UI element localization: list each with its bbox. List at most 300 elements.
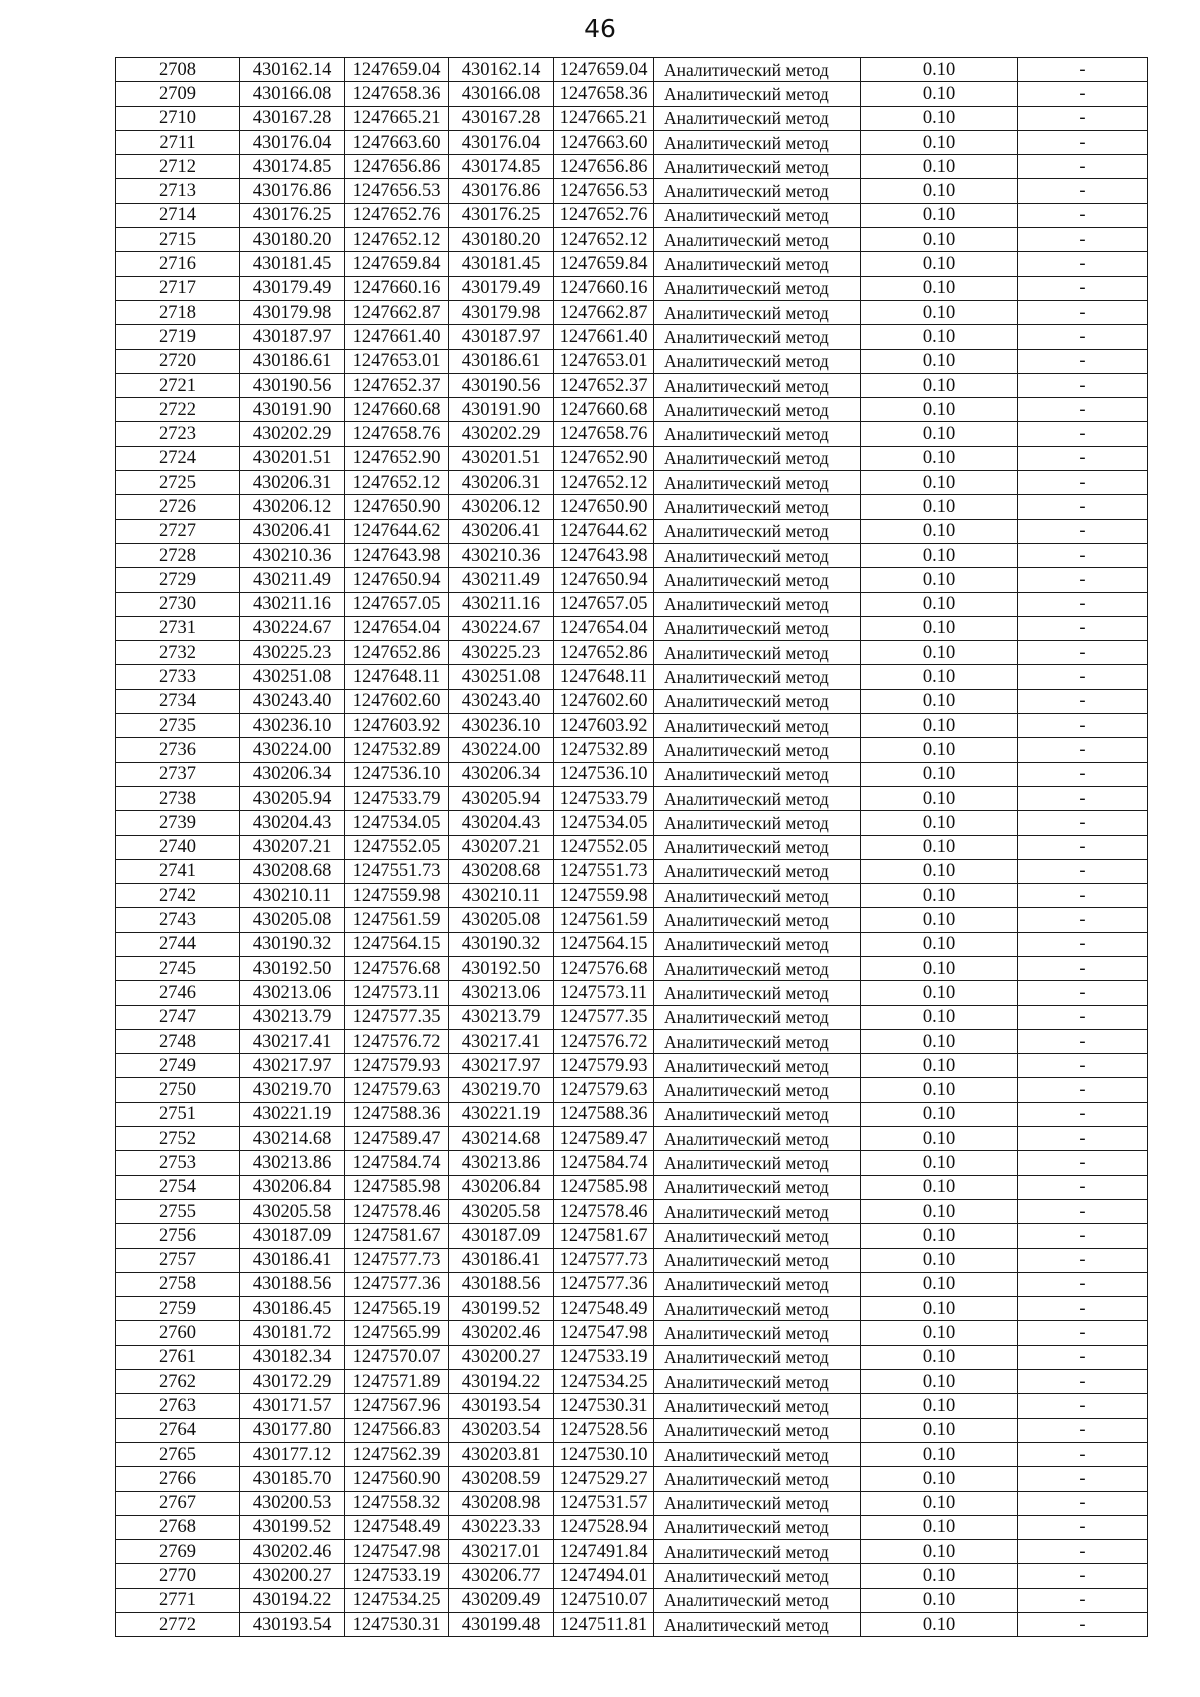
point-number-cell: 2739 (116, 811, 240, 835)
note-cell: - (1018, 835, 1148, 859)
x-new-cell: 430202.46 (449, 1321, 554, 1345)
note-cell: - (1018, 471, 1148, 495)
table-row (116, 130, 1148, 154)
point-number-cell: 2757 (116, 1248, 240, 1272)
x-old-cell: 430211.16 (240, 592, 345, 616)
point-number-cell: 2736 (116, 738, 240, 762)
x-new-cell: 430206.77 (449, 1564, 554, 1588)
x-old-cell: 430211.49 (240, 568, 345, 592)
point-number-cell: 2763 (116, 1394, 240, 1418)
point-number-cell: 2743 (116, 908, 240, 932)
table-row (116, 155, 1148, 179)
x-old-cell: 430207.21 (240, 835, 345, 859)
y-new-cell: 1247648.11 (554, 665, 654, 689)
table-row (116, 884, 1148, 908)
method-cell: Аналитический метод (654, 1297, 861, 1321)
x-old-cell: 430177.12 (240, 1442, 345, 1466)
x-new-cell: 430187.09 (449, 1224, 554, 1248)
accuracy-cell: 0.10 (861, 592, 1018, 616)
point-number-cell: 2718 (116, 300, 240, 324)
table-row (116, 811, 1148, 835)
table-row (116, 1394, 1148, 1418)
point-number-cell: 2715 (116, 228, 240, 252)
point-number-cell: 2770 (116, 1564, 240, 1588)
y-old-cell: 1247653.01 (345, 349, 449, 373)
method-cell: Аналитический метод (654, 1199, 861, 1223)
y-new-cell: 1247652.37 (554, 373, 654, 397)
accuracy-cell: 0.10 (861, 1199, 1018, 1223)
table-row (116, 300, 1148, 324)
y-old-cell: 1247533.79 (345, 786, 449, 810)
x-new-cell: 430205.08 (449, 908, 554, 932)
point-number-cell: 2720 (116, 349, 240, 373)
x-old-cell: 430217.41 (240, 1029, 345, 1053)
point-number-cell: 2716 (116, 252, 240, 276)
x-new-cell: 430204.43 (449, 811, 554, 835)
note-cell: - (1018, 738, 1148, 762)
y-new-cell: 1247652.12 (554, 228, 654, 252)
accuracy-cell: 0.10 (861, 325, 1018, 349)
x-new-cell: 430209.49 (449, 1588, 554, 1612)
y-new-cell: 1247578.46 (554, 1199, 654, 1223)
y-new-cell: 1247577.36 (554, 1272, 654, 1296)
point-number-cell: 2713 (116, 179, 240, 203)
x-old-cell: 430162.14 (240, 58, 345, 82)
accuracy-cell: 0.10 (861, 179, 1018, 203)
accuracy-cell: 0.10 (861, 398, 1018, 422)
table-row (116, 106, 1148, 130)
x-new-cell: 430214.68 (449, 1127, 554, 1151)
table-row (116, 325, 1148, 349)
note-cell: - (1018, 1151, 1148, 1175)
y-old-cell: 1247577.36 (345, 1272, 449, 1296)
point-number-cell: 2735 (116, 714, 240, 738)
point-number-cell: 2727 (116, 519, 240, 543)
table-row (116, 835, 1148, 859)
point-number-cell: 2725 (116, 471, 240, 495)
note-cell: - (1018, 689, 1148, 713)
table-body (116, 58, 1148, 1637)
table-row (116, 422, 1148, 446)
table-row (116, 616, 1148, 640)
x-new-cell: 430206.31 (449, 471, 554, 495)
y-new-cell: 1247659.84 (554, 252, 654, 276)
method-cell: Аналитический метод (654, 1005, 861, 1029)
x-old-cell: 430206.31 (240, 471, 345, 495)
method-cell: Аналитический метод (654, 1515, 861, 1539)
table-row (116, 252, 1148, 276)
x-new-cell: 430192.50 (449, 956, 554, 980)
accuracy-cell: 0.10 (861, 1054, 1018, 1078)
method-cell: Аналитический метод (654, 1321, 861, 1345)
method-cell: Аналитический метод (654, 932, 861, 956)
point-number-cell: 2767 (116, 1491, 240, 1515)
point-number-cell: 2762 (116, 1370, 240, 1394)
table-row (116, 1418, 1148, 1442)
accuracy-cell: 0.10 (861, 1613, 1018, 1637)
method-cell: Аналитический метод (654, 1467, 861, 1491)
y-old-cell: 1247660.68 (345, 398, 449, 422)
note-cell: - (1018, 106, 1148, 130)
x-old-cell: 430208.68 (240, 859, 345, 883)
point-number-cell: 2733 (116, 665, 240, 689)
method-cell: Аналитический метод (654, 130, 861, 154)
accuracy-cell: 0.10 (861, 665, 1018, 689)
y-new-cell: 1247661.40 (554, 325, 654, 349)
point-number-cell: 2771 (116, 1588, 240, 1612)
y-new-cell: 1247660.16 (554, 276, 654, 300)
y-old-cell: 1247559.98 (345, 884, 449, 908)
accuracy-cell: 0.10 (861, 155, 1018, 179)
y-new-cell: 1247559.98 (554, 884, 654, 908)
y-new-cell: 1247602.60 (554, 689, 654, 713)
y-old-cell: 1247588.36 (345, 1102, 449, 1126)
x-old-cell: 430182.34 (240, 1345, 345, 1369)
x-old-cell: 430236.10 (240, 714, 345, 738)
note-cell: - (1018, 1345, 1148, 1369)
table-row (116, 543, 1148, 567)
y-new-cell: 1247573.11 (554, 981, 654, 1005)
note-cell: - (1018, 519, 1148, 543)
y-new-cell: 1247576.72 (554, 1029, 654, 1053)
note-cell: - (1018, 446, 1148, 470)
y-new-cell: 1247662.87 (554, 300, 654, 324)
note-cell: - (1018, 203, 1148, 227)
table-row (116, 276, 1148, 300)
x-new-cell: 430190.32 (449, 932, 554, 956)
point-number-cell: 2711 (116, 130, 240, 154)
y-old-cell: 1247581.67 (345, 1224, 449, 1248)
x-old-cell: 430213.86 (240, 1151, 345, 1175)
accuracy-cell: 0.10 (861, 762, 1018, 786)
y-new-cell: 1247652.12 (554, 471, 654, 495)
x-old-cell: 430186.61 (240, 349, 345, 373)
accuracy-cell: 0.10 (861, 1370, 1018, 1394)
point-number-cell: 2754 (116, 1175, 240, 1199)
x-new-cell: 430251.08 (449, 665, 554, 689)
method-cell: Аналитический метод (654, 155, 861, 179)
table-row (116, 1491, 1148, 1515)
x-old-cell: 430179.98 (240, 300, 345, 324)
point-number-cell: 2756 (116, 1224, 240, 1248)
note-cell: - (1018, 1467, 1148, 1491)
y-new-cell: 1247511.81 (554, 1613, 654, 1637)
method-cell: Аналитический метод (654, 1613, 861, 1637)
point-number-cell: 2749 (116, 1054, 240, 1078)
point-number-cell: 2768 (116, 1515, 240, 1539)
note-cell: - (1018, 1224, 1148, 1248)
note-cell: - (1018, 422, 1148, 446)
y-new-cell: 1247650.90 (554, 495, 654, 519)
x-old-cell: 430187.09 (240, 1224, 345, 1248)
y-old-cell: 1247567.96 (345, 1394, 449, 1418)
x-old-cell: 430181.45 (240, 252, 345, 276)
table-row (116, 179, 1148, 203)
method-cell: Аналитический метод (654, 1127, 861, 1151)
method-cell: Аналитический метод (654, 349, 861, 373)
table-row (116, 228, 1148, 252)
y-old-cell: 1247566.83 (345, 1418, 449, 1442)
note-cell: - (1018, 495, 1148, 519)
accuracy-cell: 0.10 (861, 543, 1018, 567)
method-cell: Аналитический метод (654, 689, 861, 713)
y-old-cell: 1247573.11 (345, 981, 449, 1005)
y-new-cell: 1247532.89 (554, 738, 654, 762)
x-old-cell: 430194.22 (240, 1588, 345, 1612)
y-new-cell: 1247654.04 (554, 616, 654, 640)
accuracy-cell: 0.10 (861, 1540, 1018, 1564)
accuracy-cell: 0.10 (861, 58, 1018, 82)
y-old-cell: 1247660.16 (345, 276, 449, 300)
table-row (116, 1321, 1148, 1345)
note-cell: - (1018, 1588, 1148, 1612)
point-number-cell: 2772 (116, 1613, 240, 1637)
y-new-cell: 1247576.68 (554, 956, 654, 980)
x-new-cell: 430179.49 (449, 276, 554, 300)
y-new-cell: 1247643.98 (554, 543, 654, 567)
point-number-cell: 2721 (116, 373, 240, 397)
point-number-cell: 2766 (116, 1467, 240, 1491)
point-number-cell: 2740 (116, 835, 240, 859)
table-row (116, 446, 1148, 470)
method-cell: Аналитический метод (654, 908, 861, 932)
x-new-cell: 430217.97 (449, 1054, 554, 1078)
x-new-cell: 430224.00 (449, 738, 554, 762)
x-old-cell: 430205.94 (240, 786, 345, 810)
method-cell: Аналитический метод (654, 179, 861, 203)
x-old-cell: 430192.50 (240, 956, 345, 980)
accuracy-cell: 0.10 (861, 1394, 1018, 1418)
x-new-cell: 430211.16 (449, 592, 554, 616)
accuracy-cell: 0.10 (861, 568, 1018, 592)
x-old-cell: 430219.70 (240, 1078, 345, 1102)
accuracy-cell: 0.10 (861, 932, 1018, 956)
y-old-cell: 1247570.07 (345, 1345, 449, 1369)
table-row (116, 738, 1148, 762)
point-number-cell: 2724 (116, 446, 240, 470)
y-new-cell: 1247491.84 (554, 1540, 654, 1564)
note-cell: - (1018, 1029, 1148, 1053)
method-cell: Аналитический метод (654, 1540, 861, 1564)
x-old-cell: 430188.56 (240, 1272, 345, 1296)
y-old-cell: 1247656.86 (345, 155, 449, 179)
note-cell: - (1018, 592, 1148, 616)
y-new-cell: 1247659.04 (554, 58, 654, 82)
y-old-cell: 1247578.46 (345, 1199, 449, 1223)
y-old-cell: 1247561.59 (345, 908, 449, 932)
table-row (116, 1442, 1148, 1466)
method-cell: Аналитический метод (654, 373, 861, 397)
x-new-cell: 430203.81 (449, 1442, 554, 1466)
y-new-cell: 1247531.57 (554, 1491, 654, 1515)
point-number-cell: 2752 (116, 1127, 240, 1151)
point-number-cell: 2741 (116, 859, 240, 883)
accuracy-cell: 0.10 (861, 422, 1018, 446)
table-row (116, 1588, 1148, 1612)
table-row (116, 1248, 1148, 1272)
accuracy-cell: 0.10 (861, 1102, 1018, 1126)
method-cell: Аналитический метод (654, 1272, 861, 1296)
x-new-cell: 430219.70 (449, 1078, 554, 1102)
x-old-cell: 430206.41 (240, 519, 345, 543)
note-cell: - (1018, 1005, 1148, 1029)
table-row (116, 1564, 1148, 1588)
y-old-cell: 1247552.05 (345, 835, 449, 859)
method-cell: Аналитический метод (654, 276, 861, 300)
accuracy-cell: 0.10 (861, 1442, 1018, 1466)
x-new-cell: 430205.94 (449, 786, 554, 810)
note-cell: - (1018, 58, 1148, 82)
x-new-cell: 430186.41 (449, 1248, 554, 1272)
x-new-cell: 430205.58 (449, 1199, 554, 1223)
y-old-cell: 1247650.94 (345, 568, 449, 592)
method-cell: Аналитический метод (654, 1370, 861, 1394)
coordinates-table (115, 57, 1148, 1637)
table-row (116, 373, 1148, 397)
x-new-cell: 430174.85 (449, 155, 554, 179)
accuracy-cell: 0.10 (861, 349, 1018, 373)
method-cell: Аналитический метод (654, 1491, 861, 1515)
accuracy-cell: 0.10 (861, 1491, 1018, 1515)
method-cell: Аналитический метод (654, 203, 861, 227)
y-old-cell: 1247564.15 (345, 932, 449, 956)
table-row (116, 1102, 1148, 1126)
point-number-cell: 2765 (116, 1442, 240, 1466)
table-row (116, 1297, 1148, 1321)
y-new-cell: 1247658.36 (554, 82, 654, 106)
accuracy-cell: 0.10 (861, 835, 1018, 859)
x-new-cell: 430202.29 (449, 422, 554, 446)
accuracy-cell: 0.10 (861, 859, 1018, 883)
method-cell: Аналитический метод (654, 106, 861, 130)
note-cell: - (1018, 568, 1148, 592)
method-cell: Аналитический метод (654, 252, 861, 276)
y-new-cell: 1247530.10 (554, 1442, 654, 1466)
method-cell: Аналитический метод (654, 592, 861, 616)
y-old-cell: 1247551.73 (345, 859, 449, 883)
y-new-cell: 1247588.36 (554, 1102, 654, 1126)
table-row (116, 1613, 1148, 1637)
x-old-cell: 430193.54 (240, 1613, 345, 1637)
method-cell: Аналитический метод (654, 1054, 861, 1078)
method-cell: Аналитический метод (654, 1418, 861, 1442)
y-new-cell: 1247579.93 (554, 1054, 654, 1078)
note-cell: - (1018, 956, 1148, 980)
x-old-cell: 430206.34 (240, 762, 345, 786)
note-cell: - (1018, 1613, 1148, 1637)
y-old-cell: 1247548.49 (345, 1515, 449, 1539)
method-cell: Аналитический метод (654, 398, 861, 422)
x-old-cell: 430191.90 (240, 398, 345, 422)
table-row (116, 1370, 1148, 1394)
x-old-cell: 430243.40 (240, 689, 345, 713)
note-cell: - (1018, 1540, 1148, 1564)
method-cell: Аналитический метод (654, 58, 861, 82)
x-new-cell: 430206.41 (449, 519, 554, 543)
point-number-cell: 2760 (116, 1321, 240, 1345)
note-cell: - (1018, 762, 1148, 786)
x-new-cell: 430213.79 (449, 1005, 554, 1029)
y-old-cell: 1247584.74 (345, 1151, 449, 1175)
x-new-cell: 430206.12 (449, 495, 554, 519)
method-cell: Аналитический метод (654, 786, 861, 810)
point-number-cell: 2737 (116, 762, 240, 786)
accuracy-cell: 0.10 (861, 981, 1018, 1005)
x-old-cell: 430171.57 (240, 1394, 345, 1418)
point-number-cell: 2726 (116, 495, 240, 519)
method-cell: Аналитический метод (654, 1248, 861, 1272)
y-new-cell: 1247657.05 (554, 592, 654, 616)
accuracy-cell: 0.10 (861, 1321, 1018, 1345)
point-number-cell: 2712 (116, 155, 240, 179)
y-old-cell: 1247602.60 (345, 689, 449, 713)
y-old-cell: 1247533.19 (345, 1564, 449, 1588)
x-new-cell: 430199.48 (449, 1613, 554, 1637)
table-row (116, 1127, 1148, 1151)
method-cell: Аналитический метод (654, 1394, 861, 1418)
x-new-cell: 430206.34 (449, 762, 554, 786)
table-row (116, 398, 1148, 422)
x-old-cell: 430213.06 (240, 981, 345, 1005)
x-old-cell: 430213.79 (240, 1005, 345, 1029)
table-row (116, 519, 1148, 543)
method-cell: Аналитический метод (654, 422, 861, 446)
y-old-cell: 1247562.39 (345, 1442, 449, 1466)
method-cell: Аналитический метод (654, 568, 861, 592)
x-old-cell: 430166.08 (240, 82, 345, 106)
y-new-cell: 1247528.94 (554, 1515, 654, 1539)
y-new-cell: 1247577.35 (554, 1005, 654, 1029)
y-old-cell: 1247665.21 (345, 106, 449, 130)
accuracy-cell: 0.10 (861, 738, 1018, 762)
y-new-cell: 1247644.62 (554, 519, 654, 543)
method-cell: Аналитический метод (654, 665, 861, 689)
y-old-cell: 1247576.72 (345, 1029, 449, 1053)
point-number-cell: 2761 (116, 1345, 240, 1369)
y-old-cell: 1247603.92 (345, 714, 449, 738)
accuracy-cell: 0.10 (861, 1005, 1018, 1029)
y-old-cell: 1247532.89 (345, 738, 449, 762)
point-number-cell: 2742 (116, 884, 240, 908)
table-row (116, 58, 1148, 82)
x-new-cell: 430199.52 (449, 1297, 554, 1321)
x-new-cell: 430190.56 (449, 373, 554, 397)
accuracy-cell: 0.10 (861, 1175, 1018, 1199)
method-cell: Аналитический метод (654, 1078, 861, 1102)
y-old-cell: 1247652.76 (345, 203, 449, 227)
point-number-cell: 2709 (116, 82, 240, 106)
y-old-cell: 1247585.98 (345, 1175, 449, 1199)
x-old-cell: 430214.68 (240, 1127, 345, 1151)
x-new-cell: 430203.54 (449, 1418, 554, 1442)
note-cell: - (1018, 665, 1148, 689)
y-new-cell: 1247652.86 (554, 641, 654, 665)
method-cell: Аналитический метод (654, 835, 861, 859)
note-cell: - (1018, 155, 1148, 179)
x-new-cell: 430180.20 (449, 228, 554, 252)
method-cell: Аналитический метод (654, 228, 861, 252)
table-row (116, 1467, 1148, 1491)
y-new-cell: 1247658.76 (554, 422, 654, 446)
point-number-cell: 2744 (116, 932, 240, 956)
y-old-cell: 1247662.87 (345, 300, 449, 324)
point-number-cell: 2729 (116, 568, 240, 592)
note-cell: - (1018, 1127, 1148, 1151)
method-cell: Аналитический метод (654, 884, 861, 908)
accuracy-cell: 0.10 (861, 130, 1018, 154)
y-old-cell: 1247643.98 (345, 543, 449, 567)
x-new-cell: 430208.98 (449, 1491, 554, 1515)
